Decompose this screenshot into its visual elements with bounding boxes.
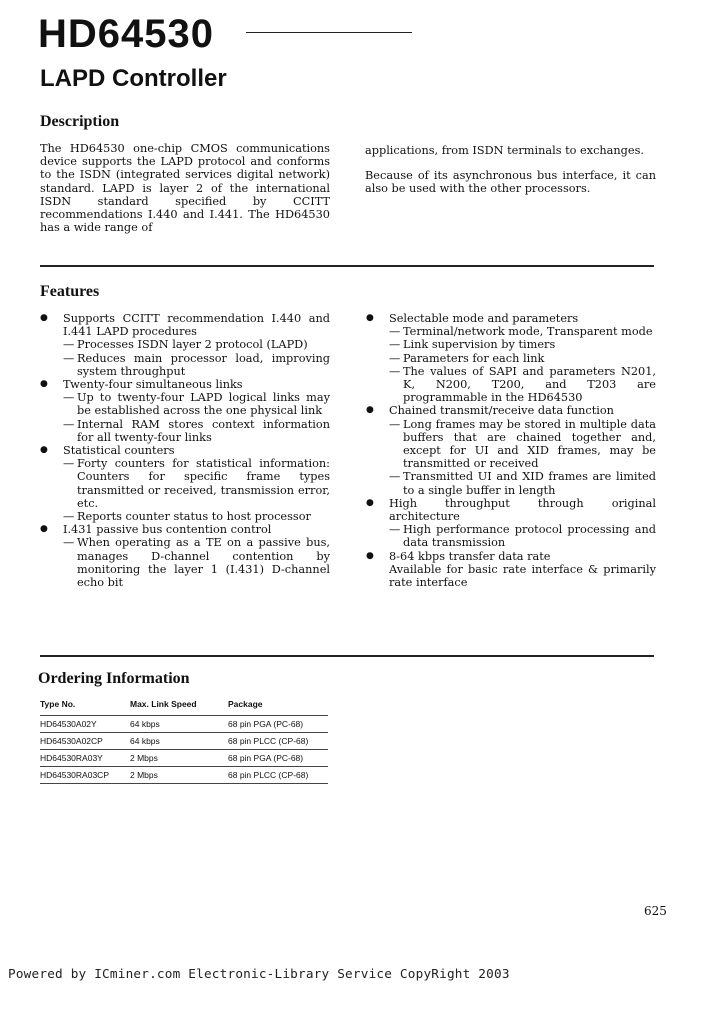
type-no-cell: HD64530RA03CP bbox=[40, 767, 130, 784]
page-subtitle: LAPD Controller bbox=[40, 65, 227, 92]
feature-subitem: — When operating as a TE on a passive bus, manages D-channel contention by monitoring the layer 1 (I.431) D-channel echo bit bbox=[63, 536, 330, 589]
features-heading: Features bbox=[40, 283, 100, 300]
feature-item bbox=[366, 404, 656, 496]
link-speed-cell: 64 kbps bbox=[130, 716, 228, 733]
feature-item bbox=[366, 550, 656, 563]
description-heading: Description bbox=[40, 113, 120, 130]
feature-sublist bbox=[389, 325, 656, 404]
feature-subitem: — Reduces main processor load, improving system throughput bbox=[63, 352, 330, 378]
feature-text: Chained transmit/receive data function bbox=[389, 404, 614, 418]
package-cell: 68 pin PGA (PC-68) bbox=[228, 750, 328, 767]
feature-text: High throughput through original architecture bbox=[389, 496, 656, 524]
feature-sublist bbox=[63, 457, 330, 523]
column-header: Max. Link Speed bbox=[130, 699, 197, 709]
feature-subitem: — Processes ISDN layer 2 protocol (LAPD) bbox=[63, 338, 330, 351]
feature-text: 8-64 kbps transfer data rate bbox=[389, 549, 551, 563]
feature-item bbox=[40, 312, 330, 378]
feature-list bbox=[40, 312, 330, 589]
feature-item bbox=[366, 312, 656, 404]
feature-text: Selectable mode and parameters bbox=[389, 312, 579, 325]
description-paragraph: The HD64530 one-chip CMOS communications device supports the LAPD protocol and conforms to the ISDN (integrated services digital network) standard. LAPD is layer 2 of the international ISDN standard specified by CCITT recommendations I.440 and I.441. The HD64530 has a wide range of bbox=[40, 142, 330, 235]
link-speed-cell: 64 kbps bbox=[130, 733, 228, 750]
feature-subitem: — Forty counters for statistical information: Counters for specific frame types transmitted or received, transmission error, etc. bbox=[63, 457, 330, 510]
type-no-cell: HD64530A02CP bbox=[40, 733, 130, 750]
column-header: Package bbox=[228, 699, 263, 709]
section-divider bbox=[40, 655, 654, 657]
table-row bbox=[40, 733, 328, 750]
feature-text: Twenty-four simultaneous links bbox=[63, 378, 243, 392]
table-row bbox=[40, 750, 328, 767]
feature-subitem: — Transmitted UI and XID frames are limited to a single buffer in length bbox=[389, 470, 656, 496]
feature-item bbox=[40, 378, 330, 444]
feature-subitem: — Reports counter status to host processor bbox=[63, 510, 330, 523]
title-rule bbox=[246, 32, 412, 33]
table-header-row bbox=[40, 697, 328, 716]
package-cell: 68 pin PLCC (CP-68) bbox=[228, 733, 328, 750]
feature-subitem: — The values of SAPI and parameters N201, K, N200, T200, and T203 are programmable in the HD64530 bbox=[389, 365, 656, 405]
part-number-title: HD64530 bbox=[38, 12, 215, 56]
description-paragraph: applications, from ISDN terminals to exchanges. bbox=[365, 144, 644, 157]
feature-sublist bbox=[63, 338, 330, 378]
table-row bbox=[40, 716, 328, 733]
feature-item bbox=[40, 523, 330, 589]
feature-sublist bbox=[63, 536, 330, 589]
ordering-heading: Ordering Information bbox=[38, 670, 190, 687]
description-left-text bbox=[40, 142, 330, 234]
feature-item bbox=[40, 444, 330, 523]
feature-extra-text: Available for basic rate interface & primarily rate interface bbox=[389, 562, 656, 590]
feature-subitem: — Long frames may be stored in multiple data buffers that are chained together and, except for UI and XID frames, may be transmitted or received bbox=[389, 418, 656, 471]
feature-item bbox=[366, 497, 656, 550]
feature-text: Supports CCITT recommendation I.440 and I.441 LAPD procedures bbox=[63, 312, 330, 339]
feature-sublist bbox=[63, 391, 330, 444]
section-divider bbox=[40, 265, 654, 267]
features-right-column bbox=[366, 312, 656, 589]
page-number: 625 bbox=[644, 904, 667, 918]
feature-list bbox=[366, 312, 656, 563]
feature-subitem: — Parameters for each link bbox=[389, 352, 656, 365]
feature-subitem: — High performance protocol processing and data transmission bbox=[389, 523, 656, 549]
feature-sublist bbox=[389, 418, 656, 497]
ordering-table bbox=[40, 697, 328, 784]
features-left-column bbox=[40, 312, 330, 589]
feature-subitem: — Terminal/network mode, Transparent mode bbox=[389, 325, 656, 338]
feature-text: I.431 passive bus contention control bbox=[63, 523, 272, 537]
table-row bbox=[40, 767, 328, 784]
description-right-text bbox=[365, 144, 656, 196]
link-speed-cell: 2 Mbps bbox=[130, 750, 228, 767]
link-speed-cell: 2 Mbps bbox=[130, 767, 228, 784]
type-no-cell: HD64530A02Y bbox=[40, 716, 130, 733]
column-header: Type No. bbox=[40, 699, 76, 709]
type-no-cell: HD64530RA03Y bbox=[40, 750, 130, 767]
feature-sublist bbox=[389, 523, 656, 549]
package-cell: 68 pin PGA (PC-68) bbox=[228, 716, 328, 733]
feature-subitem: — Internal RAM stores context information for all twenty-four links bbox=[63, 418, 330, 444]
footer-credit: Powered by ICminer.com Electronic-Library Service CopyRight 2003 bbox=[8, 966, 510, 981]
feature-subitem: — Link supervision by timers bbox=[389, 338, 656, 351]
feature-text: Statistical counters bbox=[63, 444, 175, 458]
package-cell: 68 pin PLCC (CP-68) bbox=[228, 767, 328, 784]
description-paragraph: Because of its asynchronous bus interface, it can also be used with the other processors. bbox=[365, 169, 656, 196]
feature-subitem: — Up to twenty-four LAPD logical links may be established across the one physical link bbox=[63, 391, 330, 417]
